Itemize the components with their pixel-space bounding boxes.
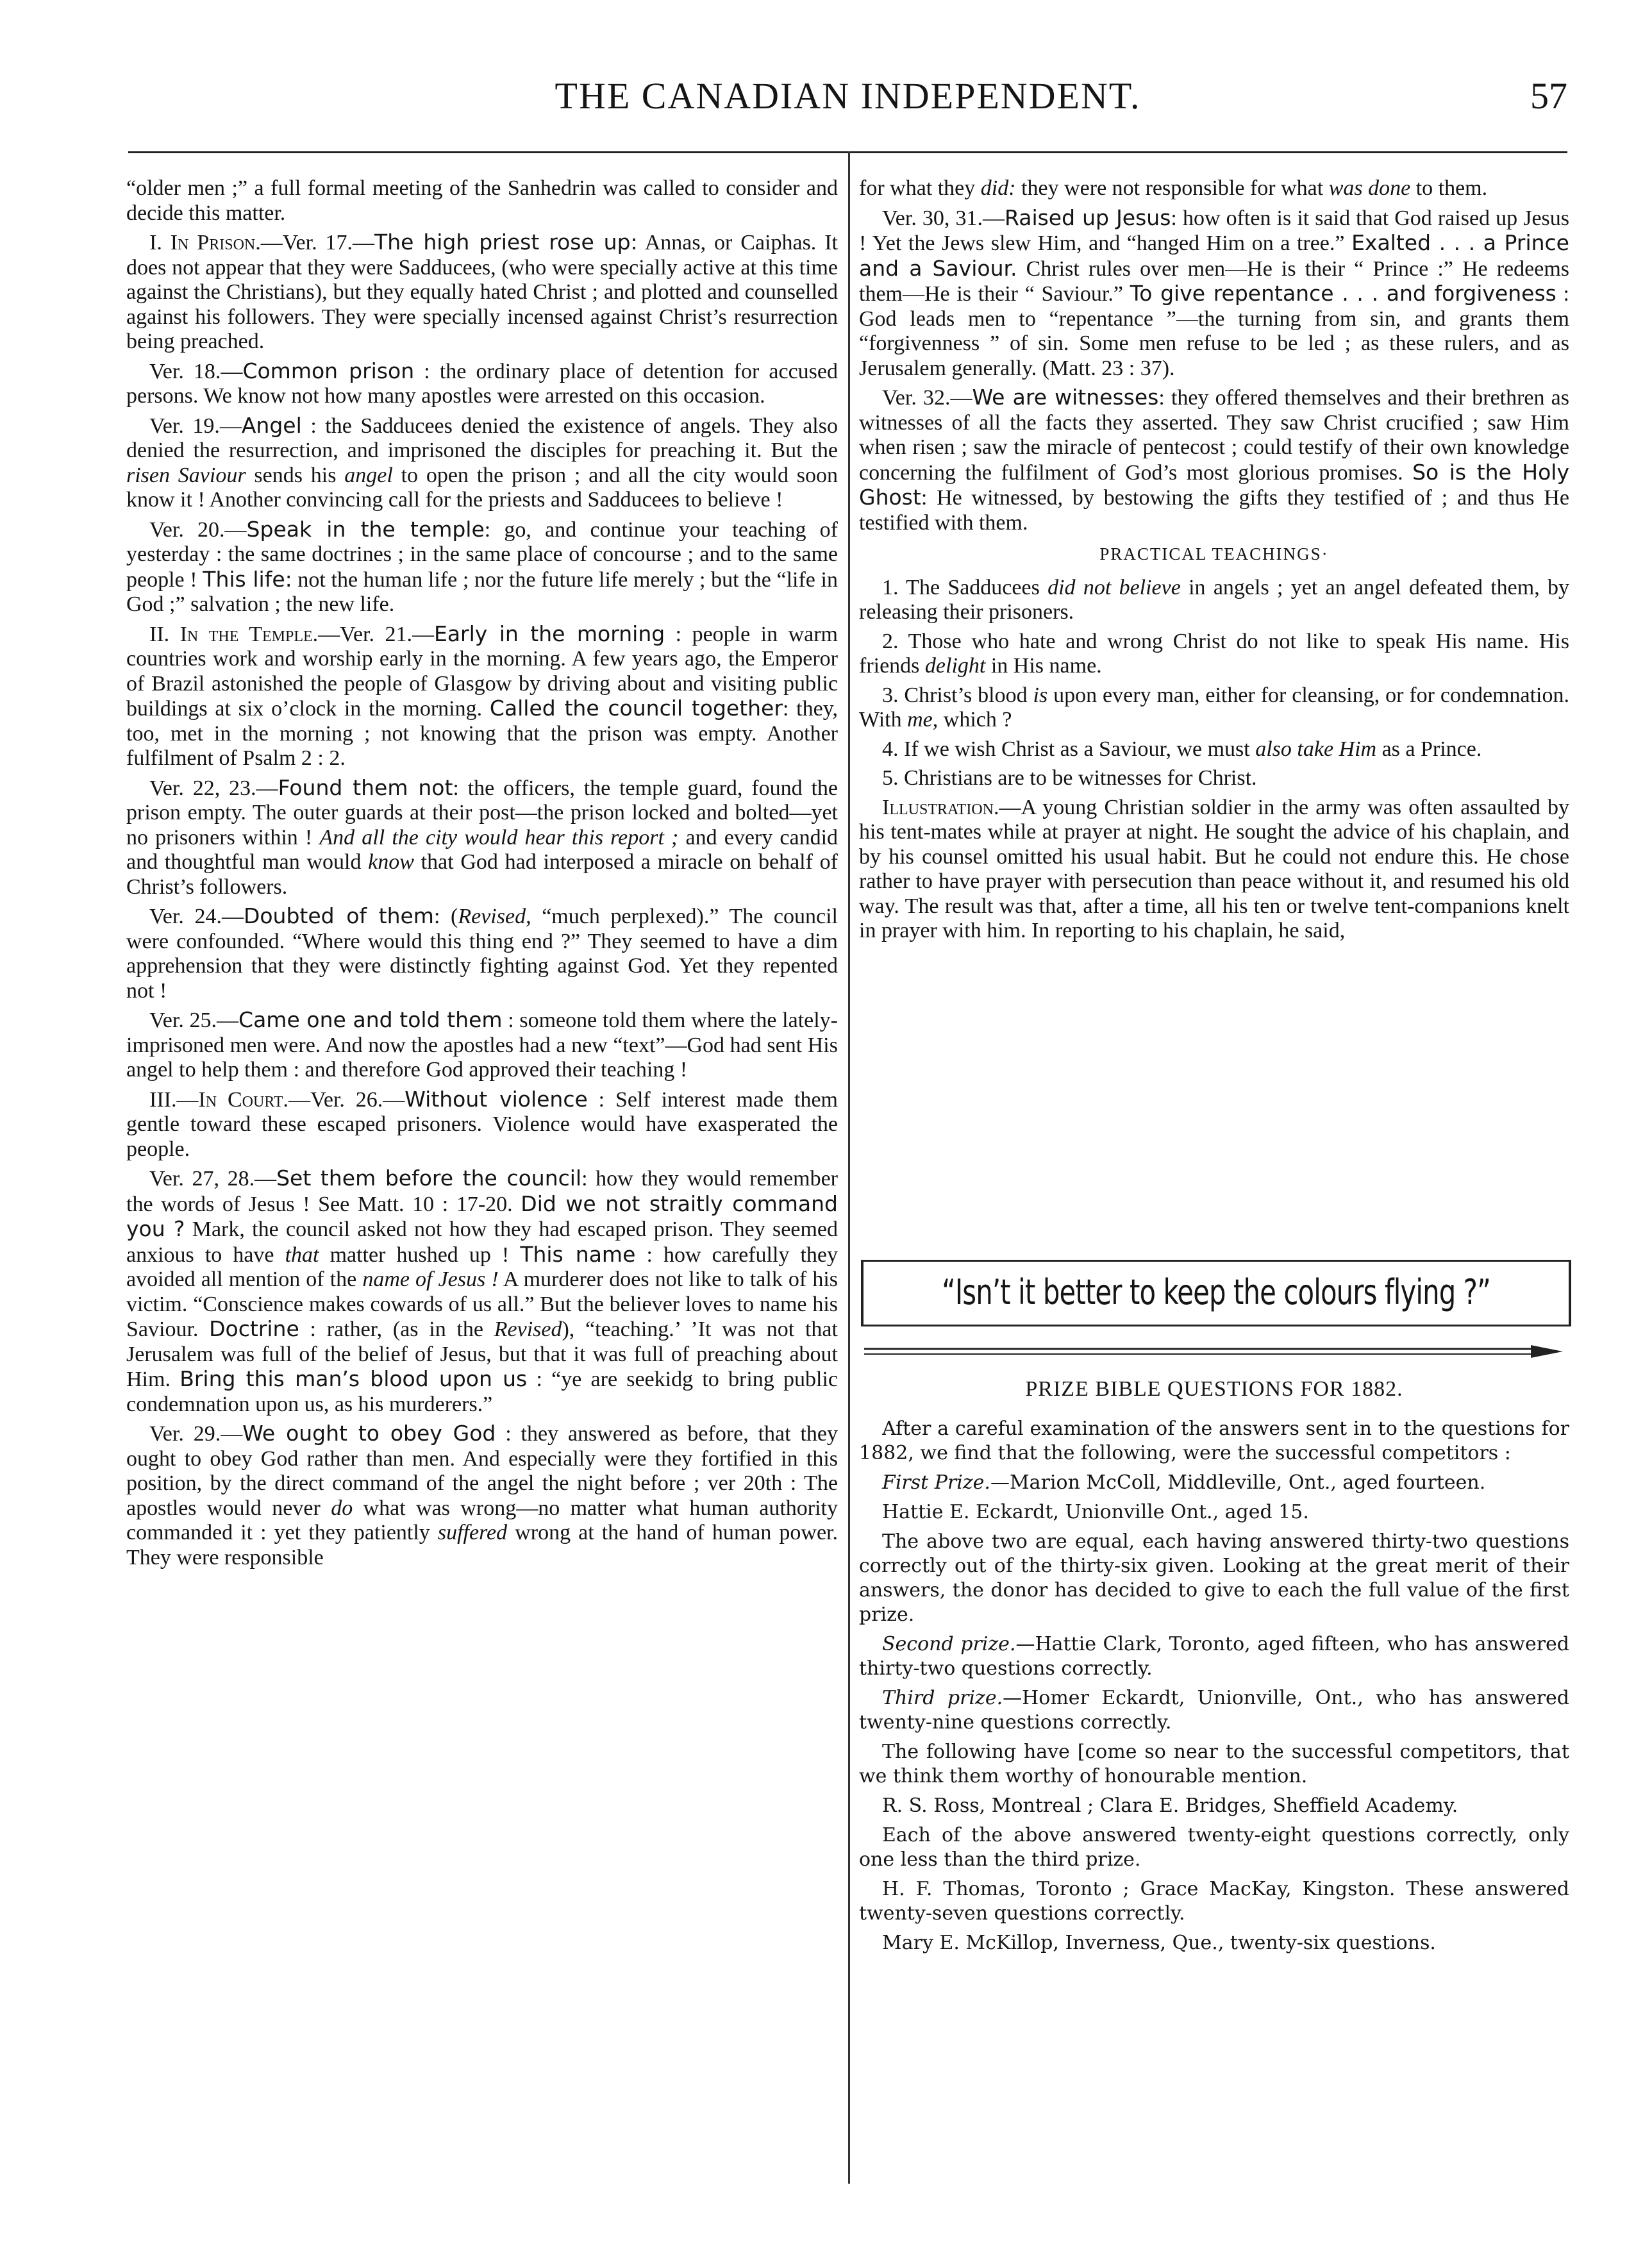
journal-title: THE CANADIAN INDEPENDENT. xyxy=(555,75,1141,117)
paragraph-text: —Hattie Clark, Toronto, aged fifteen, who has answered thirty-two questions correctly. xyxy=(859,1633,1570,1680)
prize-label: Third prize. xyxy=(882,1687,1003,1709)
paragraph-text: The following have [come so near to the successful competitors, that we think them worthy of honourable mention. xyxy=(859,1741,1569,1787)
pull-quote: “Isn’t it better to keep the colours flying ?” xyxy=(942,1272,1490,1312)
italic-text: do xyxy=(331,1496,353,1520)
verse-ref: Ver. 29.— xyxy=(149,1422,243,1446)
paragraph-text: they were not responsible for what xyxy=(1015,176,1329,200)
keyword-heading: This life: xyxy=(203,566,292,592)
keyword-heading: Did we not straitly command you ? xyxy=(126,1191,838,1241)
keyword-heading: Came one and told them xyxy=(238,1007,503,1032)
prize-section xyxy=(859,1417,1569,1961)
paragraph xyxy=(859,1500,1569,1525)
section-label: I. In Prison. xyxy=(149,231,261,255)
paragraph-text: : rather, (as in the xyxy=(299,1318,494,1341)
verse-ref: Ver. 32.— xyxy=(882,386,972,410)
paragraph xyxy=(126,622,838,771)
paragraph-text: —A young Christian soldier in the army was often assaulted by his tent-mates while at prayer at night. He sought the advice of his chaplain, and by his counsel omitted his usual habit. But he could not endure this. He chose rather to have prayer with persecution than peace without it, and resumed his old way. The result was that, after a time, all his ten or twelve tent-companions knelt in prayer with him. In reporting to his chaplain, he said, xyxy=(859,795,1569,942)
paragraph-text: R. S. Ross, Montreal ; Clara E. Bridges, Sheffield Academy. xyxy=(882,1794,1458,1817)
paragraph xyxy=(126,359,838,409)
teaching-item xyxy=(859,683,1569,733)
paragraph-text: what was wrong—no matter what human authority commanded it : yet they patiently xyxy=(126,1496,838,1544)
teaching-item xyxy=(859,576,1569,625)
illustration-paragraph xyxy=(859,796,1569,944)
keyword-heading: Speak in the temple xyxy=(246,516,485,542)
verse-ref: Ver. 30, 31.— xyxy=(882,206,1005,230)
paragraph xyxy=(859,1931,1569,1955)
quote-box xyxy=(861,1260,1571,1326)
paragraph-text: upon every man, either for cleansing, or for condemnation. With xyxy=(859,683,1569,732)
paragraph-text: : the officers, the temple guard, found the prison empty. The outer guards at their post—the prison locked and bolted—yet no prisoners within ! xyxy=(126,776,838,849)
keyword-heading: Exalted . . . a Prince and a Saviour. xyxy=(859,230,1569,281)
paragraph-text: for what they xyxy=(859,176,981,200)
keyword-heading: The high priest rose up: xyxy=(374,230,638,255)
paragraph-text: sends his xyxy=(246,463,345,487)
paragraph xyxy=(126,176,838,226)
paragraph-text: H. F. Thomas, Toronto ; Grace MacKay, Kingston. These answered twenty-seven questions correctly. xyxy=(859,1878,1569,1925)
paragraph-text: : how often is it said that God raised up Jesus ! Yet the Jews slew Him, and “hanged Him on a tree.” xyxy=(859,206,1570,255)
keyword-heading: Bring this man’s blood upon us xyxy=(179,1366,528,1391)
italic-text: that xyxy=(285,1242,319,1267)
keyword-heading: Found them not xyxy=(278,774,453,800)
paragraph-text: ), “teaching.’ ’It was not that Jerusalem was full of the belief of Jesus, but that it was full of preaching about Him. xyxy=(126,1318,838,1391)
italic-text: suffered xyxy=(437,1521,508,1544)
paragraph-text: : people in warm countries work and worship early in the morning. A few years ago, the Emperor of Brazil astonished the people of Glasgow by driving about and visiting public buildings at six o’clock in the morning. xyxy=(126,622,838,721)
keyword-heading: Angel xyxy=(241,412,302,438)
section-label: III.—In Court. xyxy=(149,1087,289,1112)
paragraph-text: 1. The Sadducees xyxy=(882,575,1048,599)
paragraph xyxy=(859,1530,1569,1627)
paragraph-text: Christ rules over men—He is their “ Prince :” He redeems them—He is their “ Saviour.” xyxy=(859,256,1569,306)
keyword-heading: Called the council together xyxy=(489,696,783,721)
paragraph-text: : they answered as before, that they ought to obey God rather than men. And especially were they fortified in this position, by the direct command of the angel the night before ; ver 20th : The apostles would never xyxy=(126,1422,838,1520)
paragraph-text: The above two are equal, each having answered thirty-two questions correctly out of the thirty-six given. Looking at the great merit of their answers, the donor has decided to give to each the full value of the first prize. xyxy=(859,1530,1569,1626)
paragraph xyxy=(126,1008,838,1083)
keyword-heading: We ought to obey God xyxy=(242,1421,496,1446)
verse-ref: Ver. 19.— xyxy=(149,414,242,438)
italic-text: name of Jesus ! xyxy=(362,1267,499,1291)
paragraph-text: wrong at the hand of human power. They were responsible xyxy=(126,1521,838,1569)
italic-text: delight xyxy=(924,654,986,678)
verse-ref: Ver. 20.— xyxy=(149,517,247,542)
prize-heading: PRIZE BIBLE QUESTIONS FOR 1882. xyxy=(1025,1377,1403,1401)
keyword-heading: So is the Holy Ghost xyxy=(859,459,1569,510)
paragraph xyxy=(859,1632,1569,1681)
verse-ref: —Ver. 26.— xyxy=(288,1087,405,1112)
italic-text: did: xyxy=(980,176,1016,200)
section-heading: PRACTICAL TEACHINGS· xyxy=(1099,544,1329,564)
paragraph xyxy=(859,1686,1569,1735)
paragraph-text: 3. Christ’s blood xyxy=(882,683,1033,707)
paragraph-text: : He witnessed, by bestowing the gifts they testified of ; and thus He testified with them. xyxy=(859,486,1569,535)
paragraph-text: : “ye are seekidg to bring public condemnation upon us, as his murderers.” xyxy=(126,1368,838,1416)
paragraph-text: : someone told them where the lately-imprisoned men were. And now the apostles had a new “text”—God had sent His angel to help them : and therefore God approved their teaching ! xyxy=(126,1008,839,1082)
keyword-heading: Doctrine xyxy=(209,1316,299,1341)
column-divider xyxy=(848,151,850,2184)
paragraph-text: to open the prison ; and all the city would soon know it ! Another convincing call for the priests and Sadducees to believe ! xyxy=(126,463,838,512)
paragraph xyxy=(126,904,838,1003)
italic-text: was done xyxy=(1328,176,1411,200)
paragraph-text: : how they would remember the words of Jesus ! See Matt. 10 : 17-20. xyxy=(126,1167,838,1216)
paragraph-text: : the ordinary place of detention for accused persons. We know not how many apostles were arrested on this occasion. xyxy=(126,359,838,408)
italic-text: know xyxy=(368,850,414,874)
paragraph-text: : ( xyxy=(433,905,458,928)
paragraph xyxy=(859,1740,1569,1789)
italic-text: And all the city would hear this report ; xyxy=(319,825,679,849)
paragraph-text: and every candid and thoughtful man would xyxy=(126,825,839,874)
verse-ref: Ver. 25.— xyxy=(149,1008,239,1032)
verse-ref: Ver. 24.— xyxy=(149,905,244,928)
paragraph-text: : God leads men to “repentance ”—the turning from sin, and grants them “forgivenness ” of sin. Some men refuse to be led ; as these rulers, and as Jerusalem generally. (Matt. 23 : 37). xyxy=(859,282,1569,380)
italic-text: did not believe xyxy=(1047,575,1181,599)
paragraph-text: matter hushed up ! xyxy=(319,1242,521,1267)
keyword-heading: Common prison xyxy=(242,358,415,383)
keyword-heading: This name xyxy=(520,1241,636,1267)
keyword-heading: Set them before the council xyxy=(276,1166,582,1191)
verse-ref: Ver. 27, 28.— xyxy=(149,1167,277,1191)
paragraph-text: to them. xyxy=(1410,176,1488,200)
keyword-heading: Early in the morning xyxy=(433,621,665,646)
italic-text: me, xyxy=(907,708,939,732)
paragraph xyxy=(126,1421,838,1570)
paragraph xyxy=(859,206,1569,381)
paragraph xyxy=(126,230,838,355)
paragraph-text: not the human life ; nor the future life merely ; but the “life in God ;” salvation ; the new life. xyxy=(126,567,838,616)
verse-ref: Ver. 22, 23.— xyxy=(149,776,278,800)
verse-ref: Ver. 18.— xyxy=(149,359,243,383)
paragraph xyxy=(859,1794,1569,1818)
paragraph-text: : go, and continue your teaching of yesterday : the same doctrines ; in the same place of concourse ; and to the same people ! xyxy=(126,517,839,592)
paragraph-text: Hattie E. Eckardt, Unionville Ont., aged 15. xyxy=(882,1501,1309,1523)
paragraph-text: “older men ;” a full formal meeting of the Sanhedrin was called to consider and decide this matter. xyxy=(126,176,838,225)
running-head xyxy=(128,69,1567,121)
paragraph-text: in His name. xyxy=(985,654,1102,678)
italic-text: also take Him xyxy=(1255,737,1377,761)
paragraph-text: as a Prince. xyxy=(1376,737,1482,761)
teaching-item xyxy=(859,766,1569,791)
prize-label: Second prize. xyxy=(882,1633,1016,1655)
paragraph-text: : they offered themselves and their brethren as witnesses of all the facts they asserted. They saw Christ crucified ; saw Him when risen ; saw the miracle of pentecost ; could testify of their own knowledge concerning the fulfilment of God’s most glorious promises. xyxy=(859,386,1569,485)
paragraph xyxy=(126,776,838,900)
paragraph xyxy=(126,1166,838,1417)
paragraph-text: —Homer Eckardt, Unionville, Ont., who has answered twenty-nine questions correctly. xyxy=(859,1687,1570,1734)
paragraph-text: : they, too, met in the morning ; not knowing that the prison was empty. Another fulfilment of Psalm 2 : 2. xyxy=(126,697,838,770)
paragraph-text: —Marion McColl, Middleville, Ont., aged fourteen. xyxy=(990,1471,1486,1494)
italic-text: Revised, xyxy=(458,905,531,928)
paragraph xyxy=(859,1823,1569,1872)
italic-text: angel xyxy=(344,463,393,487)
paragraph-text: : the Sadducees denied the existence of angels. They also denied the resurrection, and imprisoned the disciples for preaching it. But the xyxy=(126,414,838,462)
italic-text: Revised xyxy=(494,1318,562,1341)
paragraph xyxy=(126,517,838,617)
italic-text: is xyxy=(1033,683,1048,707)
keyword-heading: Raised up Jesus xyxy=(1005,205,1171,230)
right-column xyxy=(859,176,1569,948)
prize-label: First Prize. xyxy=(882,1471,990,1494)
paragraph xyxy=(859,1471,1569,1495)
page-number: 57 xyxy=(1530,75,1567,117)
section-label: II. In the Temple. xyxy=(149,622,319,646)
paragraph-text: After a careful examination of the answers sent in to the questions for 1882, we find that the following, were the successful competitors : xyxy=(859,1418,1569,1464)
ornamental-rule xyxy=(864,1345,1563,1359)
verse-ref: —Ver. 21.— xyxy=(318,622,434,646)
teaching-item xyxy=(859,737,1569,762)
paragraph-text: Mark, the council asked not how they had escaped prison. They seemed anxious to have xyxy=(126,1217,839,1267)
paragraph-text: : how carefully they avoided all mention of the xyxy=(126,1242,838,1291)
left-column xyxy=(126,176,838,1575)
paragraph-text: Mary E. McKillop, Inverness, Que., twenty-six questions. xyxy=(882,1932,1436,1954)
paragraph xyxy=(126,1087,838,1162)
keyword-heading: Doubted of them xyxy=(243,903,434,928)
paragraph xyxy=(859,176,1569,201)
paragraph-text: 5. Christians are to be witnesses for Christ. xyxy=(882,766,1257,790)
paragraph-text: “much perplexed).” The council were confounded. “Where would this thing end ?” They seemed to have a dim apprehension that they were distinctly fighting against God. Yet they repented not ! xyxy=(126,905,838,1003)
paragraph-text: 2. Those who hate and wrong Christ do not like to speak His name. His friends xyxy=(859,629,1569,678)
paragraph-text: that God had interposed a miracle on behalf of Christ’s followers. xyxy=(126,850,838,899)
keyword-heading: We are witnesses xyxy=(972,385,1159,410)
paragraph-text: which ? xyxy=(938,708,1012,732)
paragraph-text: in angels ; yet an angel defeated them, by releasing their prisoners. xyxy=(859,575,1570,624)
teaching-item xyxy=(859,630,1569,679)
section-label: Illustration. xyxy=(882,795,999,819)
paragraph-text: 4. If we wish Christ as a Saviour, we must xyxy=(882,737,1256,761)
paragraph xyxy=(859,1417,1569,1466)
paragraph-text: Annas, or Caiphas. It does not appear that they were Sadducees, (who were specially active at this time against the Christians), but they equally hated Christ ; and plotted and counselled against his followers. They were specially incensed against Christ’s resurrection being preached. xyxy=(126,231,839,353)
italic-text: risen Saviour xyxy=(126,463,246,487)
verse-ref: —Ver. 17.— xyxy=(260,231,375,255)
paragraph-text: A murderer does not like to talk of his victim. “Conscience makes cowards of us all.” But the believer loves to name his Saviour. xyxy=(126,1267,839,1341)
paragraph-text: : Self interest made them gentle toward these escaped prisoners. Violence would have exasperated the people. xyxy=(126,1087,838,1161)
paragraph xyxy=(859,385,1569,535)
paragraph xyxy=(859,1877,1569,1926)
paragraph xyxy=(126,414,838,513)
keyword-heading: To give repentance . . . and forgiveness xyxy=(1130,281,1556,306)
paragraph-text: Each of the above answered twenty-eight questions correctly, only one less than the third prize. xyxy=(859,1824,1569,1871)
keyword-heading: Without violence xyxy=(405,1086,588,1112)
